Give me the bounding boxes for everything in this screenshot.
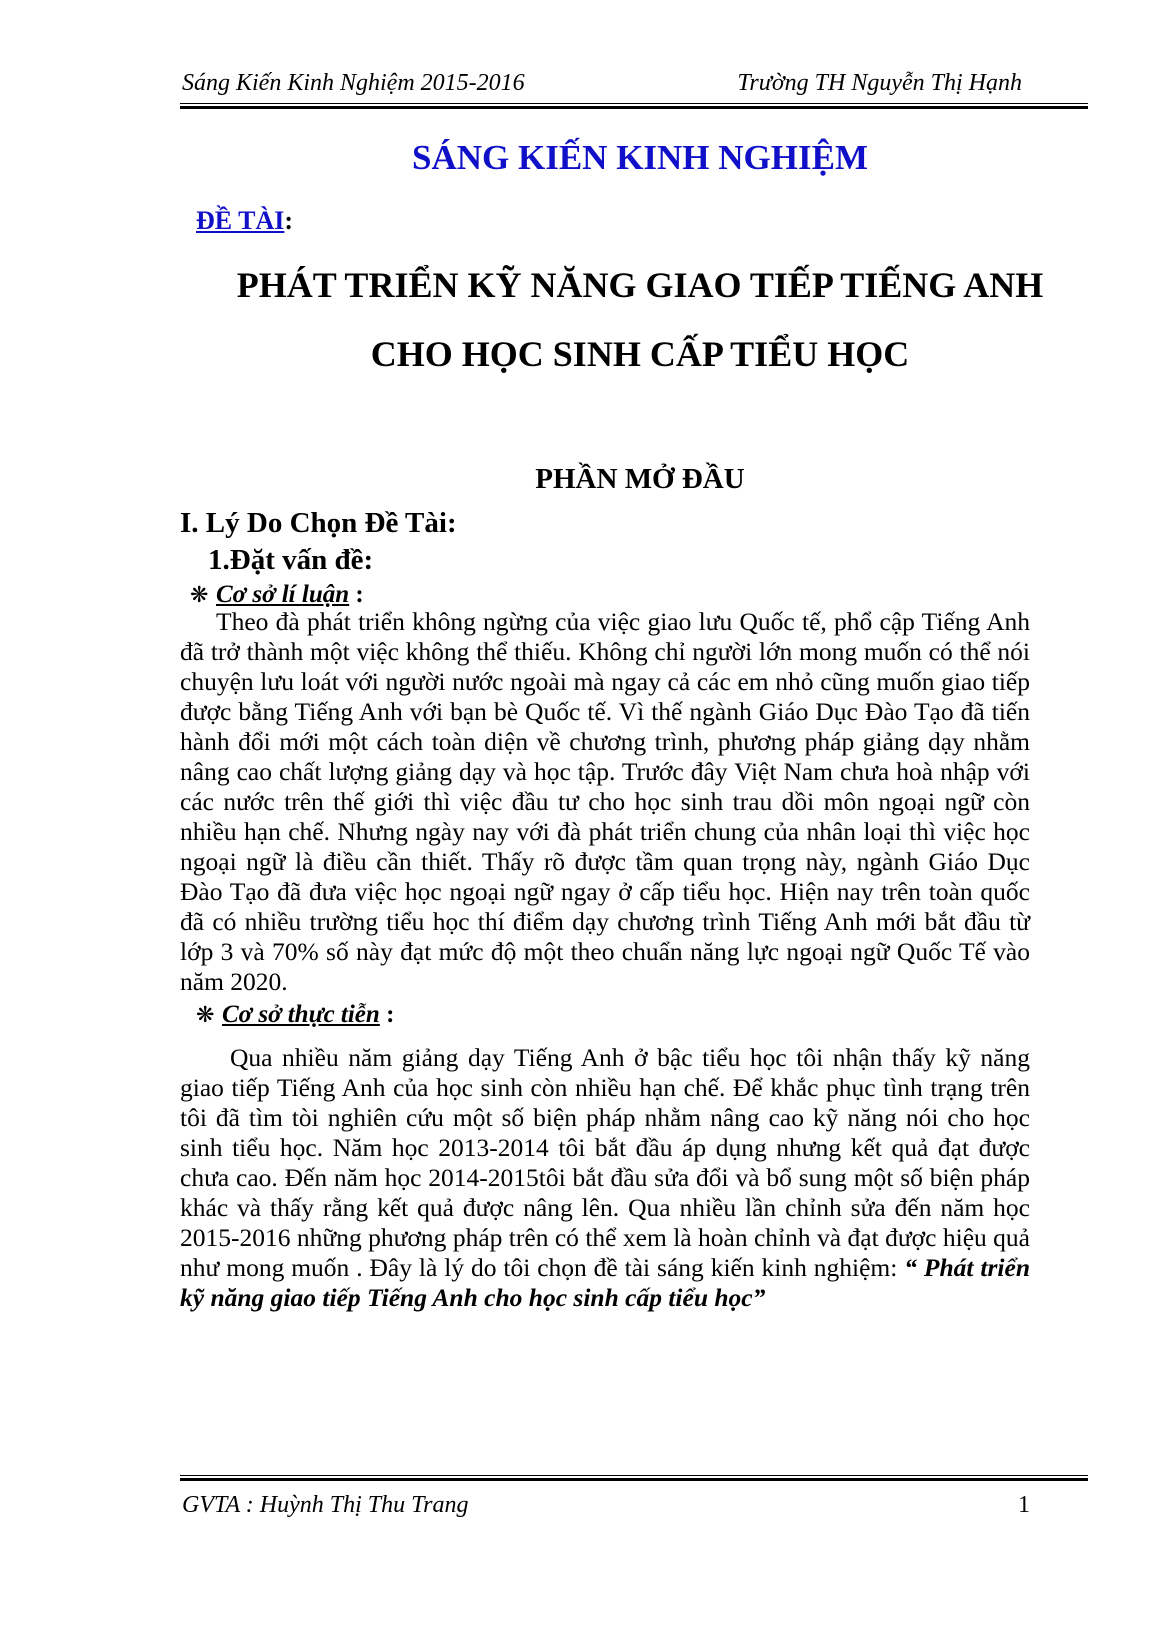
heading-problem: 1.Đặt vấn đề: (208, 544, 374, 576)
bullet-practice (196, 1000, 394, 1031)
bullet-practice-label: Cơ sở thực tiễn (222, 1001, 380, 1028)
bullet-theory-label: Cơ sở lí luận (216, 581, 350, 608)
asterisk-icon: ❋ (196, 1003, 215, 1028)
bullet-theory-suffix: : (349, 581, 364, 608)
header-right: Trường TH Nguyễn Thị Hạnh (737, 70, 1022, 96)
bullet-practice-suffix: : (379, 1001, 395, 1028)
topic-title-line-1: PHÁT TRIỂN KỸ NĂNG GIAO TIẾP TIẾNG ANH (236, 265, 1044, 305)
header-rule (180, 103, 1088, 109)
footer-rule (180, 1475, 1088, 1481)
heading-reason: I. Lý Do Chọn Đề Tài: (180, 507, 457, 539)
footer-author: GVTA : Huỳnh Thị Thu Trang (182, 1492, 469, 1518)
paragraph-practice-quote: “ Phát triển kỹ năng giao tiếp Tiếng Anh cho học sinh cấp tiểu học” (180, 1253, 1031, 1312)
section-title: PHẦN MỞ ĐẦU (535, 463, 745, 495)
page-number: 1 (1018, 1492, 1030, 1518)
asterisk-icon: ❋ (190, 583, 209, 608)
paragraph-practice-text: Qua nhiều năm giảng dạy Tiếng Anh ở bậc tiểu học tôi nhận thấy kỹ năng giao tiếp Tiếng Anh của học sinh còn nhiều hạn chế. Để khắc phục tình trạng trên tôi đã tìm tòi nghiên cứu một số biện pháp nhằm nâng cao kỹ năng nói cho học sinh tiểu học. Năm học 2013-2014 tôi bắt đầu áp dụng nhưng kết quả đạt được chưa cao. Đến năm học 2014-2015tôi bắt đầu sửa đổi và bổ sung một số biện pháp khác và thấy rằng kết quả được nâng lên. Qua nhiều lần chỉnh sửa đến năm học 2015-2016 những phương pháp trên có thể xem là hoàn chỉnh và đạt được hiệu quả như mong muốn . Đây là lý do tôi chọn đề tài sáng kiến kinh nghiệm: (180, 1043, 1030, 1282)
topic-label (196, 205, 293, 237)
paragraph-theory: Theo đà phát triển không ngừng của việc giao lưu Quốc tế, phổ cập Tiếng Anh đã trở thành một việc không thể thiếu. Không chỉ người lớn mong muốn có thể nói chuyện lưu loát với người nước ngoài mà ngay cả các em nhỏ cũng muốn giao tiếp được bằng Tiếng Anh với bạn bè Quốc tế. Vì thế ngành Giáo Dục Đào Tạo đã tiến hành đổi mới một cách toàn diện về chương trình, phương pháp giảng dạy nhằm nâng cao chất lượng giảng dạy và học tập. Trước đây Việt Nam chưa hoà nhập với các nước trên thế giới thì việc đầu tư cho học sinh trau dồi môn ngoại ngữ còn nhiều hạn chế. Nhưng ngày nay với đà phát triển chung của nhân loại thì việc học ngoại ngữ là điều cần thiết. Thấy rõ được tầm quan trọng này, ngành Giáo Dục Đào Tạo đã đưa việc học ngoại ngữ ngay ở cấp tiểu học. Hiện nay trên toàn quốc đã có nhiều trường tiểu học thí điểm dạy chương trình Tiếng Anh mới bắt đầu từ lớp 3 và 70% số này đạt mức độ một theo chuẩn năng lực ngoại ngữ Quốc Tế vào năm 2020. (180, 607, 1030, 996)
topic-label-colon: : (284, 206, 294, 235)
header-left: Sáng Kiến Kinh Nghiệm 2015-2016 (182, 70, 525, 96)
document-title: SÁNG KIẾN KINH NGHIỆM (411, 138, 869, 177)
topic-title-line-2: CHO HỌC SINH CẤP TIỂU HỌC (370, 334, 910, 374)
topic-label-text: ĐỀ TÀI (196, 206, 285, 235)
paragraph-practice (180, 1043, 1030, 1313)
